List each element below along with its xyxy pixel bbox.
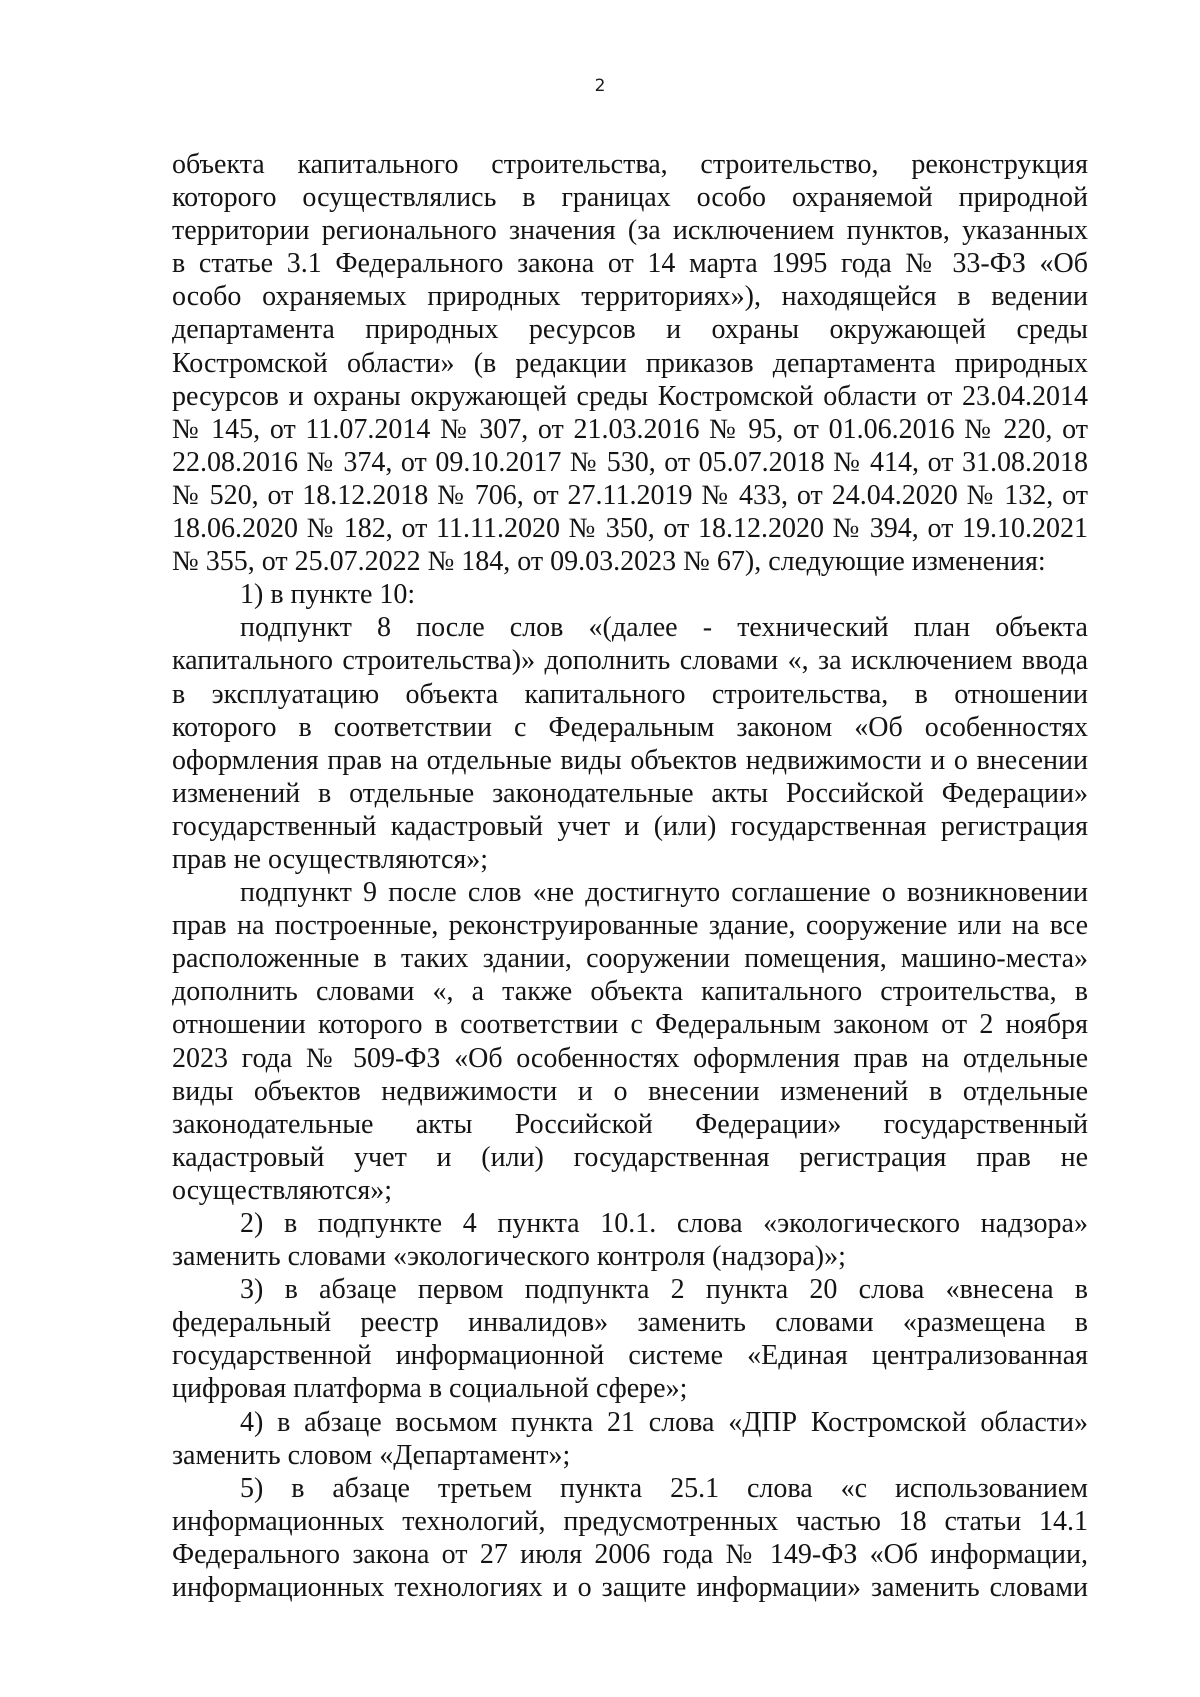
text-line: информационных технологий, предусмотренных частью 18 статьи 14.1 xyxy=(172,1505,1088,1537)
text-line: подпункт 8 после слов «(далее - технический план объекта xyxy=(240,612,1088,644)
text-line: № 145, от 11.07.2014 № 307, от 21.03.2016 № 95, от 01.06.2016 № 220, от xyxy=(172,413,1088,445)
text-line: Федерального закона от 27 июля 2006 года № 149-ФЗ «Об информации, xyxy=(172,1538,1088,1570)
text-line: 18.06.2020 № 182, от 11.11.2020 № 350, от 18.12.2020 № 394, от 19.10.2021 xyxy=(172,513,1088,545)
text-line: изменений в отдельные законодательные акты Российской Федерации» xyxy=(172,777,1088,809)
text-line: особо охраняемых природных территориях»), находящейся в ведении xyxy=(172,281,1088,313)
text-line: 2) в подпункте 4 пункта 10.1. слова «экологического надзора» xyxy=(240,1208,1088,1239)
text-line: капитального строительства)» дополнить словами «, за исключением ввода xyxy=(172,645,1088,677)
text-line: заменить словами «экологического контроля (надзора)»; xyxy=(172,1241,846,1273)
text-line: которого в соответствии с Федеральным законом «Об особенностях xyxy=(172,711,1088,743)
text-line: кадастровый учет и (или) государственная регистрация прав не xyxy=(172,1141,1088,1173)
text-line: расположенные в таких здании, сооружении помещения, машино-места» xyxy=(172,943,1088,975)
text-line: государственный кадастровый учет и (или) государственная регистрация xyxy=(172,810,1088,842)
text-line: ресурсов и охраны окружающей среды Костромской области от 23.04.2014 xyxy=(172,380,1088,412)
text-line: цифровая платформа в социальной сфере»; xyxy=(172,1373,688,1405)
text-line: 3) в абзаце первом подпункта 2 пункта 20 слова «внесена в xyxy=(240,1274,1088,1306)
text-line: в статье 3.1 Федерального закона от 14 марта 1995 года № 33-ФЗ «Об xyxy=(172,248,1088,280)
text-line: 22.08.2016 № 374, от 09.10.2017 № 530, от 05.07.2018 № 414, от 31.08.2018 xyxy=(172,446,1088,478)
text-line: заменить словом «Департамент»; xyxy=(172,1439,571,1471)
text-line: территории регионального значения (за исключением пунктов, указанных xyxy=(172,215,1088,247)
text-line: федеральный реестр инвалидов» заменить словами «размещена в xyxy=(172,1307,1088,1339)
text-line: в эксплуатацию объекта капитального строительства, в отношении xyxy=(172,678,1088,710)
text-line: объекта капитального строительства, строительство, реконструкция xyxy=(172,149,1088,180)
text-line: информационных технологиях и о защите информации» заменить словами xyxy=(172,1572,1088,1604)
text-line: подпункт 9 после слов «не достигнуто соглашение о возникновении xyxy=(240,877,1088,909)
text-line: 1) в пункте 10: xyxy=(240,579,416,611)
text-line: № 520, от 18.12.2018 № 706, от 27.11.2019 № 433, от 24.04.2020 № 132, от xyxy=(172,479,1088,511)
text-line: законодательные акты Российской Федерации» государственный xyxy=(172,1108,1088,1140)
text-line: 5) в абзаце третьем пункта 25.1 слова «с использованием xyxy=(240,1472,1088,1504)
text-line: 4) в абзаце восьмом пункта 21 слова «ДПР Костромской области» xyxy=(240,1406,1088,1438)
text-line: оформления прав на отдельные виды объектов недвижимости и о внесении xyxy=(172,744,1088,776)
text-line: прав не осуществляются»; xyxy=(172,843,489,875)
page-number: 2 xyxy=(594,76,606,96)
text-line: № 355, от 25.07.2022 № 184, от 09.03.2023 № 67), следующие изменения: xyxy=(172,546,1046,578)
text-line: виды объектов недвижимости и о внесении изменений в отдельные xyxy=(172,1075,1088,1107)
text-line: 2023 года № 509-ФЗ «Об особенностях оформления прав на отдельные xyxy=(172,1042,1088,1074)
text-line: Костромской области» (в редакции приказов департамента природных xyxy=(172,347,1088,379)
text-line: которого осуществлялись в границах особо охраняемой природной xyxy=(172,182,1088,214)
text-line: государственной информационной системе «Единая централизованная xyxy=(172,1340,1088,1372)
text-line: департамента природных ресурсов и охраны окружающей среды xyxy=(172,314,1088,346)
text-line: дополнить словами «, а также объекта капитального строительства, в xyxy=(172,976,1088,1008)
document-body xyxy=(172,148,1088,1604)
text-line: прав на построенные, реконструированные здание, сооружение или на все xyxy=(172,910,1088,942)
text-line: осуществляются»; xyxy=(172,1174,393,1206)
text-line: отношении которого в соответствии с Федеральным законом от 2 ноября xyxy=(172,1009,1088,1041)
